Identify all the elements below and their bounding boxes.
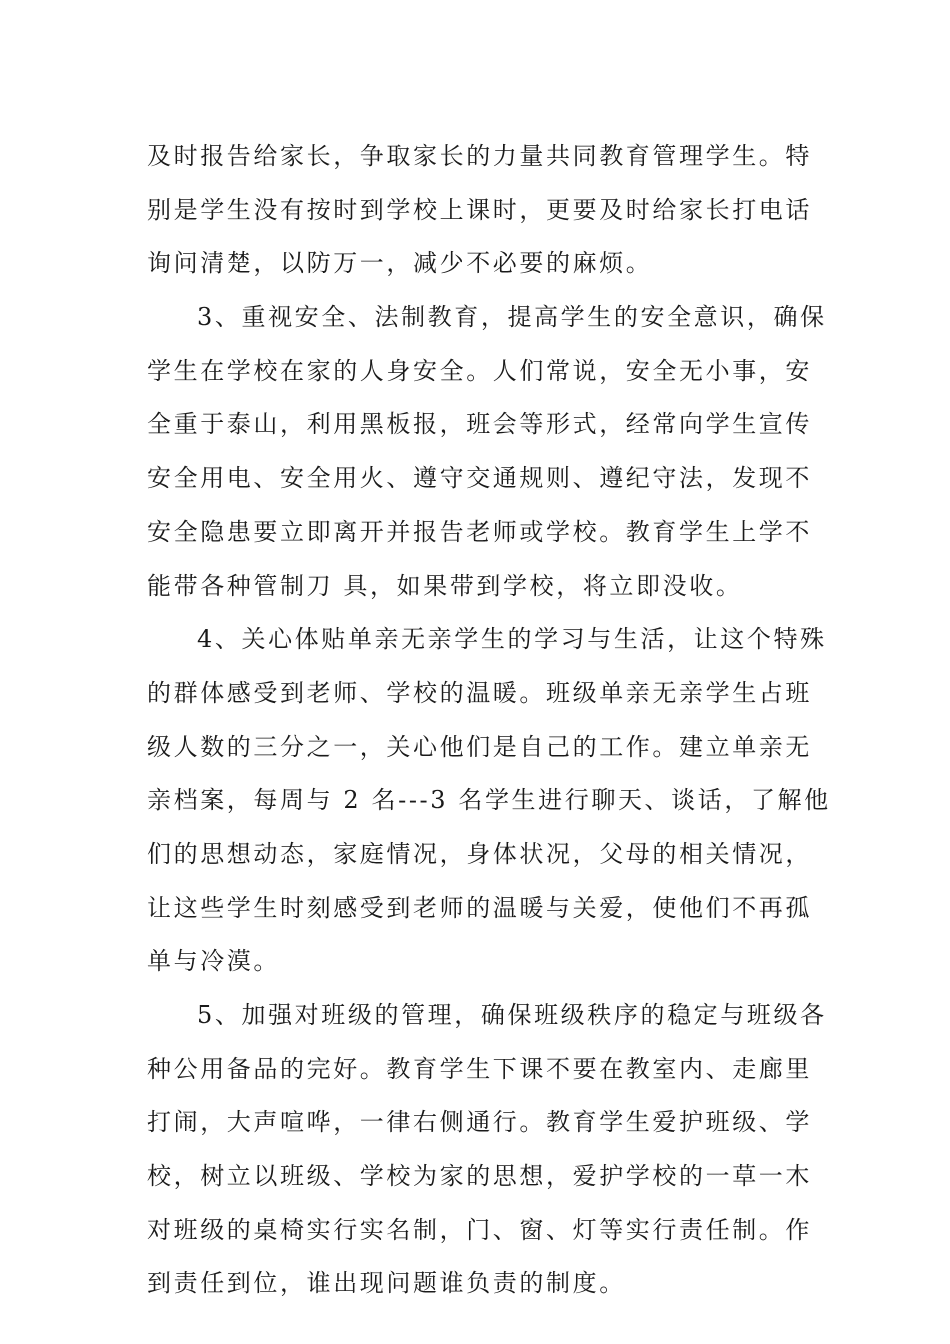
text-line: 询问清楚，以防万一，减少不必要的麻烦。 (147, 249, 653, 278)
text-line: 学生在学校在家的人身安全。人们常说，安全无小事，安 (147, 356, 812, 385)
text-line: 安全隐患要立即离开并报告老师或学校。教育学生上学不 (147, 517, 812, 546)
text-line: 打闹，大声喧哗，一律右侧通行。教育学生爱护班级、学 (147, 1108, 812, 1137)
paragraph-4-first-line: 4、关心体贴单亲无亲学生的学习与生活，让这个特殊 (197, 625, 827, 654)
document-body (147, 130, 831, 1311)
text-line: 们的思想动态，家庭情况，身体状况，父母的相关情况， (147, 839, 812, 868)
paragraph-3-first-line: 3、重视安全、法制教育，提高学生的安全意识，确保 (197, 303, 827, 332)
text-line: 及时报告给家长，争取家长的力量共同教育管理学生。特 (147, 142, 812, 170)
text-line: 单与冷漠。 (147, 947, 280, 976)
text-line: 种公用备品的完好。教育学生下课不要在教室内、走廊里 (147, 1054, 812, 1083)
text-line: 校，树立以班级、学校为家的思想，爱护学校的一草一木 (147, 1162, 812, 1191)
text-line: 对班级的桌椅实行实名制，门、窗、灯等实行责任制。作 (147, 1215, 812, 1244)
text-line: 能带各种管制刀 具，如果带到学校，将立即没收。 (147, 571, 743, 600)
text-line: 的群体感受到老师、学校的温暖。班级单亲无亲学生占班 (147, 678, 812, 707)
text-line: 全重于泰山，利用黑板报，班会等形式，经常向学生宣传 (147, 410, 812, 439)
text-line: 亲档案，每周与 2 名---3 名学生进行聊天、谈话，了解他 (147, 786, 831, 815)
text-line: 级人数的三分之一，关心他们是自己的工作。建立单亲无 (147, 732, 812, 761)
text-line: 安全用电、安全用火、遵守交通规则、遵纪守法，发现不 (147, 464, 812, 493)
text-line: 别是学生没有按时到学校上课时，更要及时给家长打电话 (147, 195, 812, 224)
paragraph-5-first-line: 5、加强对班级的管理，确保班级秩序的稳定与班级各 (197, 1001, 827, 1029)
text-line: 到责任到位，谁出现问题谁负责的制度。 (147, 1269, 626, 1298)
text-line: 让这些学生时刻感受到老师的温暖与关爱，使他们不再孤 (147, 893, 812, 922)
